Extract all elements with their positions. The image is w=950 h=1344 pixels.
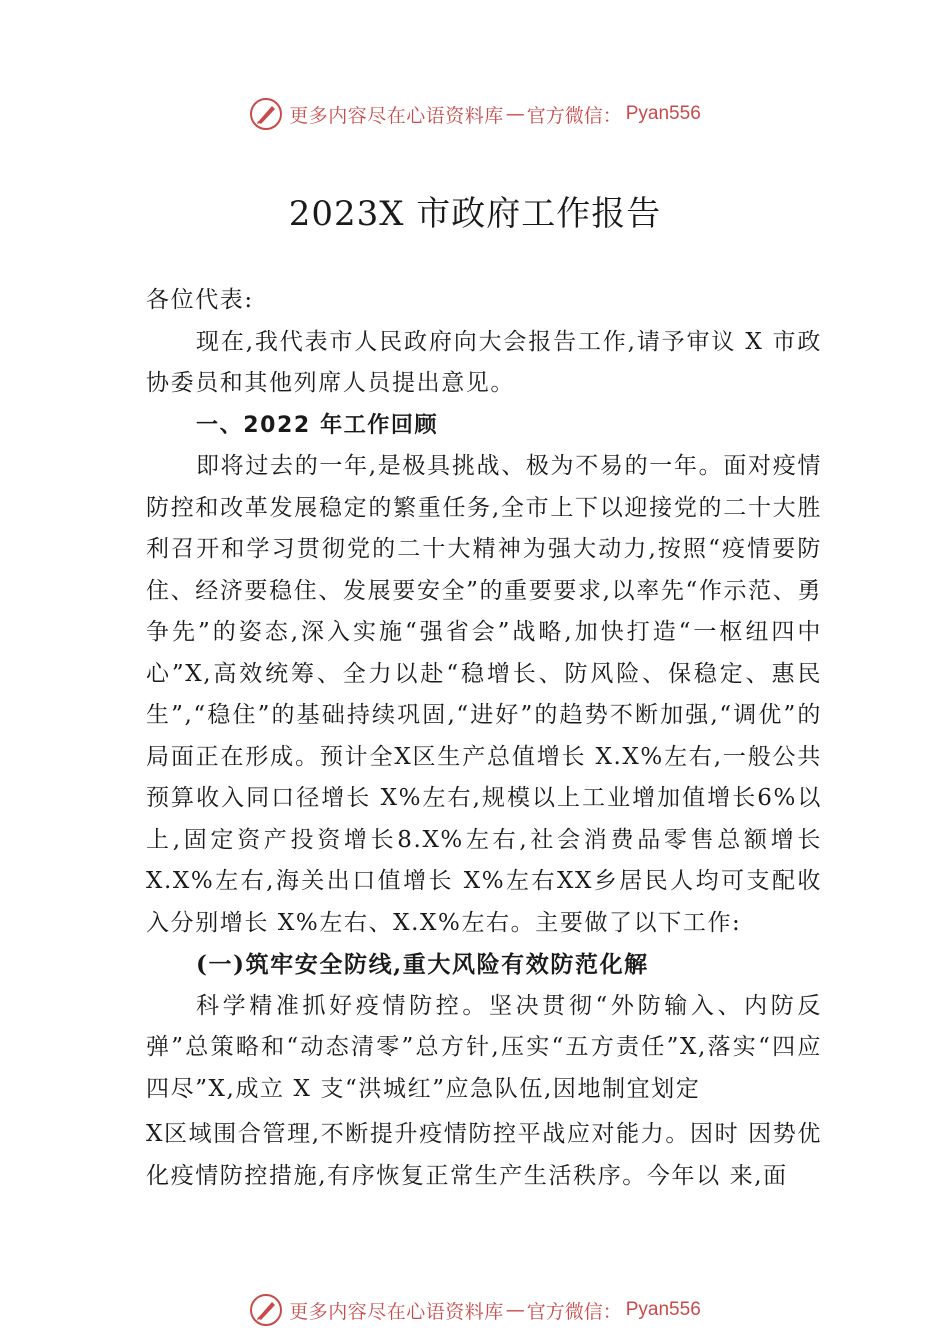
watermark-separator: — [505,103,525,125]
watermark-label: 官方微信： [526,104,622,127]
pen-logo-icon [249,97,283,131]
salutation: 各位代表: [146,287,254,313]
document-title: 2023X 市政府工作报告 [288,194,662,234]
watermark-label: 官方微信： [526,1300,622,1323]
subsection-paragraph: 科学精准抓好疫情防控。坚决贯彻“外防输入、内防反弹”总策略和“动态清零”总方针,压实“五方责任”X,落实“四应四尽”X,成立 X 支“洪城红”应急队伍,因地制宜划定 [146,992,822,1102]
watermark-text: 更多内容尽在心语资料库 [289,104,504,127]
section-heading: 一、2022 年工作回顾 [196,412,439,438]
watermark-header [0,94,950,134]
watermark-footer [0,1290,950,1330]
subsection-heading: (一)筑牢安全防线,重大风险有效防范化解 [196,951,649,978]
pen-logo-icon [249,1293,283,1327]
watermark-separator: — [505,1299,525,1321]
section-paragraph: 即将过去的一年,是极具挑战、极为不易的一年。面对疫情防控和改革发展稳定的繁重任务,全市上下以迎接党的二十大胜利召开和学习贯彻党的二十大精神为强大动力,按照“疫情要防住、经济要稳住、发展要安全”的重要要求,以率先“作示范、勇争先”的姿态,深入实施“强省会”战略,加快打造“一枢纽四中心”X,高效统筹、全力以赴“稳增长、防风险、保稳定、惠民生”,“稳住”的基础持续巩固,“进好”的趋势不断加强,“调优”的局面正在形成。预计全X区生产总值增长 X.X%左右,一般公共预算收入同口径增长 X%左右,规模以上工业增加值增长6%以上,固定资产投资增长8.X%左右,社会消费品零售总额增长 X.X%左右,海关出口值增长 X%左右XX乡居民人均可支配收入分别增长 X%左右、X.X%左右。主要做了以下工作: [146,453,822,936]
watermark-text: 更多内容尽在心语资料库 [289,1300,504,1323]
document-body [146,280,822,1197]
intro-paragraph: 现在,我代表市人民政府向大会报告工作,请予审议 X 市政协委员和其他列席人员提出意见。 [146,328,822,396]
watermark-wechat-id: Pyan556 [625,103,701,124]
watermark-wechat-id: Pyan556 [625,1299,701,1320]
continuation-paragraph: X区域围合管理,不断提升疫情防控平战应对能力。因时 因势优化疫情防控措施,有序恢复正常生产生活秩序。今年以 来,面 [146,1121,822,1189]
